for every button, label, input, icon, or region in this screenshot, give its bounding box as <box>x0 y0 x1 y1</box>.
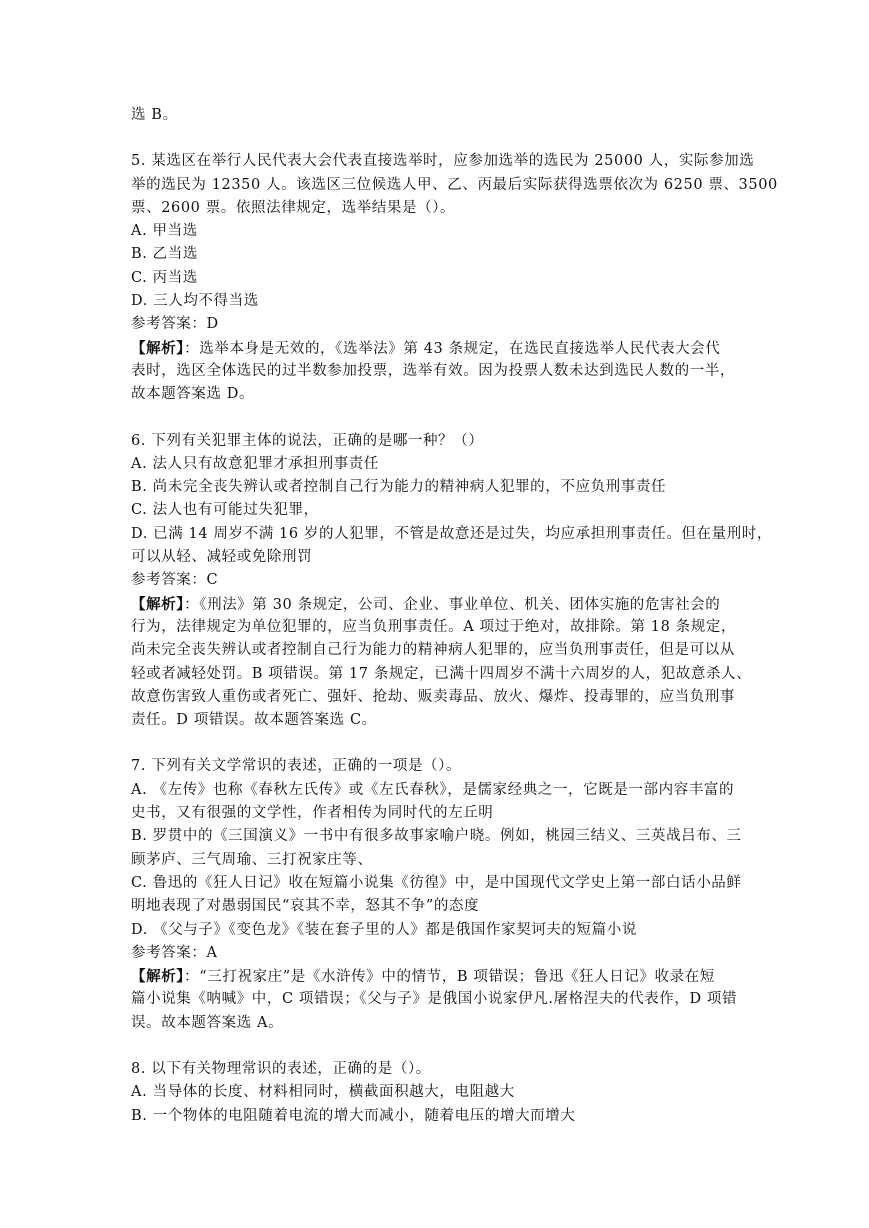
line-text: 史书，又有很强的文学性，作者相传为同时代的左丘明 <box>131 805 494 822</box>
line-text: 轻或者减轻处罚。B 项错误。第 17 条规定，已满十四周岁不满十六周岁的人，犯故意杀人、 <box>131 665 752 682</box>
analysis-label: 【解析】 <box>131 339 185 357</box>
text-line <box>131 267 741 290</box>
line-text: C. 鲁迅的《狂人日记》收在短篇小说集《彷徨》中，是中国现代文学史上第一部白话小品鲜 <box>131 874 742 891</box>
text-line <box>131 546 741 569</box>
text-line <box>131 523 772 546</box>
line-text: 票、2600 票。依照法律规定，选举结果是（）。 <box>131 199 456 216</box>
document-body <box>131 104 778 1128</box>
line-text: 误。故本题答案选 A。 <box>131 1014 284 1031</box>
paragraph-gap <box>131 407 741 430</box>
line-text: 7. 下列有关文学常识的表述，正确的一项是（）。 <box>131 758 462 775</box>
line-text: 行为，法律规定为单位犯罪的，应当负刑事责任。A 项过于绝对，故排除。第 18 条规定， <box>131 618 737 635</box>
line-text: D. 三人均不得当选 <box>131 293 259 310</box>
text-line <box>131 709 741 732</box>
text-line <box>131 942 741 965</box>
text-line <box>131 919 741 942</box>
line-text: ：选举本身是无效的，《选举法》第 43 条规定，在选民直接选举人民代表大会代 <box>184 340 721 357</box>
analysis-label: 【解析】 <box>131 968 185 986</box>
line-text: A. 法人只有故意犯罪才承担刑事责任 <box>131 455 379 472</box>
text-line <box>131 616 741 639</box>
line-text: B. 罗贯中的《三国演义》一书中有很多故事家喻户晓。例如，桃园三结义、三英战吕布、三 <box>131 828 742 845</box>
text-line <box>131 779 741 802</box>
line-text: A. 《左传》也称《春秋左氏传》或《左氏春秋》，是儒家经典之一，它既是一部内容丰富的 <box>131 781 735 798</box>
text-line <box>131 453 741 476</box>
line-text: 尚未完全丧失辨认或者控制自己行为能力的精神病人犯罪的，应当负刑事责任，但是可以从 <box>131 642 735 659</box>
line-text: B. 一个物体的电阻随着电流的增大而减小，随着电压的增大而增大 <box>131 1107 576 1124</box>
text-line <box>131 174 778 197</box>
text-line <box>131 569 741 592</box>
text-line <box>131 383 741 406</box>
text-line <box>131 197 741 220</box>
text-line <box>131 1012 741 1035</box>
line-text: ：《刑法》第 30 条规定，公司、企业、事业单位、机关、团体实施的危害社会的 <box>184 596 721 613</box>
line-text: 参考答案：C <box>131 572 219 589</box>
line-text: 参考答案：D <box>131 316 219 333</box>
line-text: 顾茅庐、三气周瑜、三打祝家庄等、 <box>131 851 373 868</box>
text-line <box>131 872 741 895</box>
line-text: 明地表现了对愚弱国民“哀其不幸，怒其不争”的态度 <box>131 898 480 915</box>
paragraph-gap <box>131 1035 741 1058</box>
text-line <box>131 593 741 616</box>
text-line <box>131 430 741 453</box>
text-line <box>131 1081 741 1104</box>
line-text: C. 法人也有可能过失犯罪， <box>131 502 319 519</box>
text-line <box>131 802 741 825</box>
text-line <box>131 313 741 336</box>
text-line <box>131 1058 741 1081</box>
line-text: B. 尚未完全丧失辨认或者控制自己行为能力的精神病人犯罪的，不应负刑事责任 <box>131 479 667 496</box>
line-text: A. 当导体的长度、材料相同时，横截面积越大，电阻越大 <box>131 1084 515 1101</box>
line-text: 举的选民为 12350 人。该选区三位候选人甲、乙、丙最后实际获得选票依次为 6250 票、3500 <box>131 176 778 193</box>
line-text: B. 乙当选 <box>131 246 198 263</box>
line-text: 篇小说集《呐喊》中，C 项错误；《父与子》是俄国小说家伊凡.屠格涅夫的代表作，D 项错 <box>131 991 738 1008</box>
text-line <box>131 755 741 778</box>
text-line <box>131 663 752 686</box>
text-line <box>131 639 741 662</box>
paragraph-gap <box>131 732 741 755</box>
line-text: D. 《父与子》《变色龙》《装在套子里的人》都是俄国作家契诃夫的短篇小说 <box>131 921 637 938</box>
line-text: ：“三打祝家庄”是《水浒传》中的情节，B 项错误；鲁迅《狂人日记》收录在短 <box>184 969 715 986</box>
text-line <box>131 849 741 872</box>
text-line <box>131 104 741 127</box>
line-text: D. 已满 14 周岁不满 16 岁的人犯罪，不管是故意还是过失，均应承担刑事责任。但在量刑时， <box>131 525 772 542</box>
text-line <box>131 337 741 360</box>
line-text: 6. 下列有关犯罪主体的说法，正确的是哪一种？（） <box>131 432 484 449</box>
line-text: 可以从轻、减轻或免除刑罚 <box>131 549 313 566</box>
line-text: A. 甲当选 <box>131 223 198 240</box>
line-text: 故意伤害致人重伤或者死亡、强奸、抢劫、贩卖毒品、放火、爆炸、投毒罪的，应当负刑事 <box>131 688 735 705</box>
line-text: 表时，选区全体选民的过半数参加投票，选举有效。因为投票人数未达到选民人数的一半， <box>131 362 735 379</box>
line-text: 5. 某选区在举行人民代表大会代表直接选举时，应参加选举的选民为 25000 人，实际参加选 <box>131 153 755 170</box>
line-text: 故本题答案选 D。 <box>131 386 255 403</box>
line-text: 责任。D 项错误。故本题答案选 C。 <box>131 712 377 729</box>
text-line <box>131 965 741 988</box>
paragraph-gap <box>131 127 741 150</box>
line-text: 8. 以下有关物理常识的表述，正确的是（）。 <box>131 1060 431 1077</box>
text-line <box>131 825 741 848</box>
text-line <box>131 895 741 918</box>
text-line <box>131 476 741 499</box>
line-text: 参考答案：A <box>131 944 218 961</box>
text-line <box>131 243 741 266</box>
line-text: 选 B。 <box>131 107 178 123</box>
text-line <box>131 988 741 1011</box>
text-line <box>131 499 741 522</box>
text-line <box>131 150 755 173</box>
analysis-label: 【解析】 <box>131 595 185 613</box>
line-text: C. 丙当选 <box>131 269 198 286</box>
text-line <box>131 1105 741 1128</box>
text-line <box>131 360 741 383</box>
text-line <box>131 686 741 709</box>
text-line <box>131 290 741 313</box>
text-line <box>131 220 741 243</box>
